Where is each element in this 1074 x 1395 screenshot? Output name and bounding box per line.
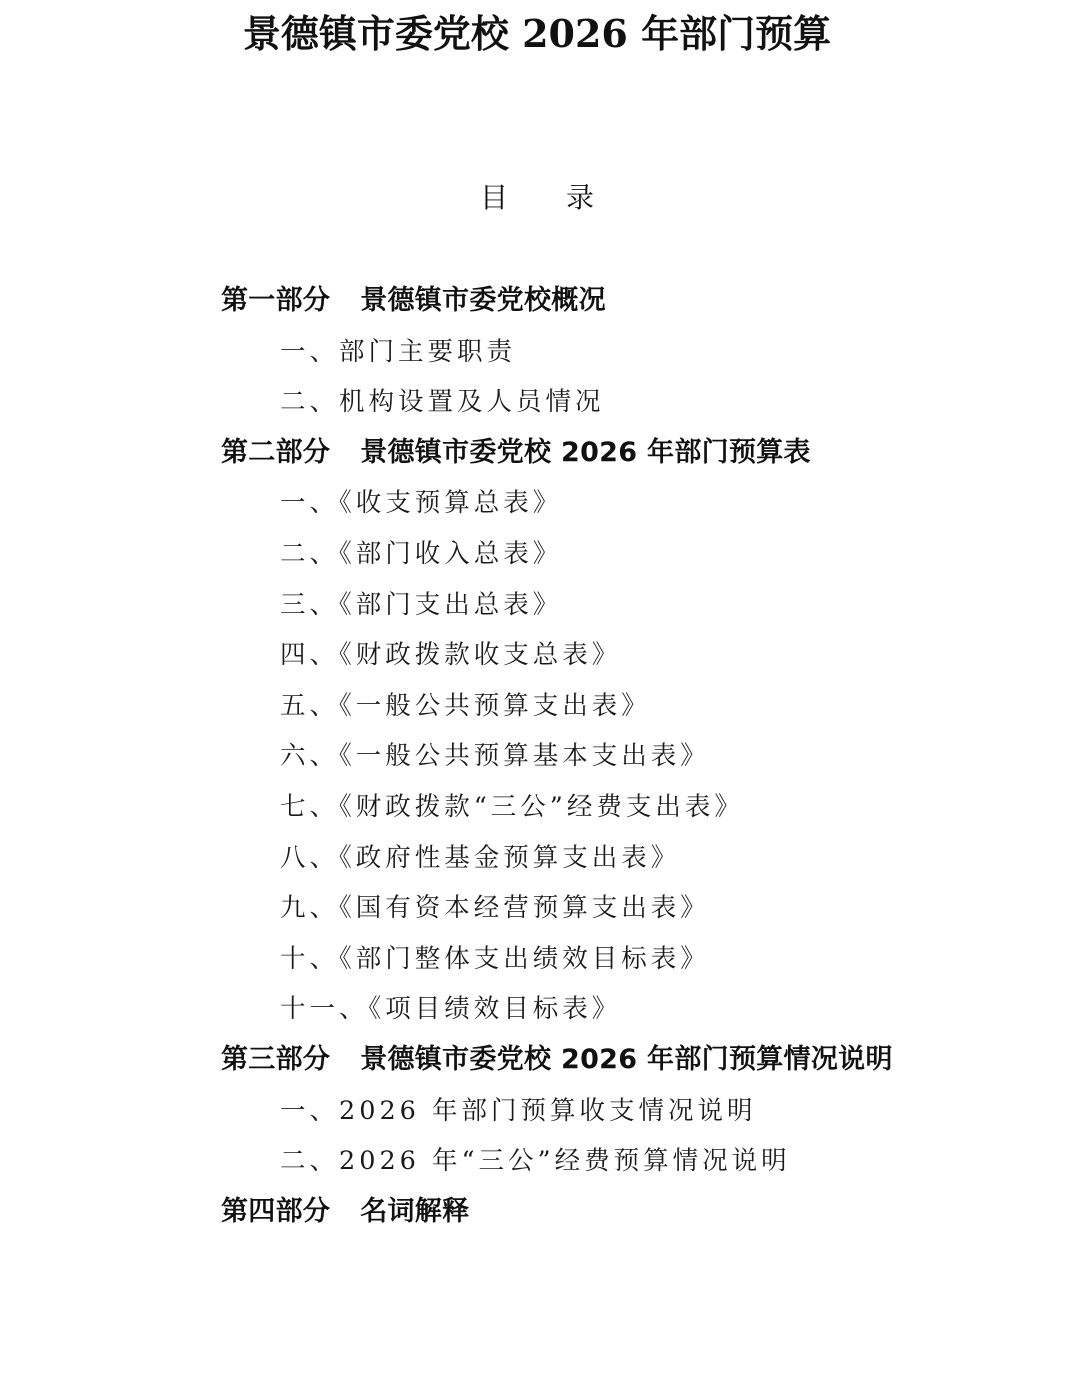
toc-heading (0, 176, 1074, 220)
toc-item: 九、《国有资本经营预算支出表》 (280, 893, 710, 924)
toc-item: 一、2026 年部门预算收支情况说明 (280, 1095, 757, 1126)
toc-part-title: 景德镇市委党校 2026 年部门预算表 (360, 436, 811, 468)
toc-item: 二、2026 年“三公”经费预算情况说明 (280, 1146, 791, 1177)
toc-item: 二、《部门收入总表》 (280, 538, 563, 569)
document-title: 景德镇市委党校 2026 年部门预算 (242, 11, 832, 56)
toc-part-title: 景德镇市委党校概况 (360, 285, 606, 316)
toc-part-title: 景德镇市委党校 2026 年部门预算情况说明 (360, 1043, 893, 1075)
toc-item: 五、《一般公共预算支出表》 (280, 690, 651, 721)
toc-item: 六、《一般公共预算基本支出表》 (280, 741, 710, 772)
toc-part-4 (0, 1187, 1074, 1238)
toc-item: 十、《部门整体支出绩效目标表》 (280, 943, 710, 974)
toc-part-label: 第二部分 (221, 436, 331, 468)
toc-part-title: 名词解释 (360, 1195, 470, 1227)
toc-part-2 (0, 428, 1074, 479)
toc-part-label: 第三部分 (221, 1043, 331, 1075)
toc-item: 一、《收支预算总表》 (280, 488, 563, 519)
toc-item: 二、机构设置及人员情况 (280, 387, 605, 418)
toc-part-label: 第四部分 (221, 1195, 331, 1227)
toc-part-label: 第一部分 (221, 285, 331, 316)
toc-item: 八、《政府性基金预算支出表》 (280, 842, 681, 873)
toc-heading-char-2: 录 (566, 181, 595, 214)
toc-item: 一、部门主要职责 (280, 336, 517, 367)
toc-part-1 (0, 276, 1074, 327)
toc-part-3 (0, 1035, 1074, 1086)
toc-item: 七、《财政拨款“三公”经费支出表》 (280, 791, 744, 822)
toc-item: 四、《财政拨款收支总表》 (280, 640, 622, 671)
toc-item: 三、《部门支出总表》 (280, 589, 563, 620)
table-of-contents (0, 276, 1074, 1237)
toc-item: 十一、《项目绩效目标表》 (280, 994, 622, 1025)
toc-heading-char-1: 目 (479, 181, 508, 214)
